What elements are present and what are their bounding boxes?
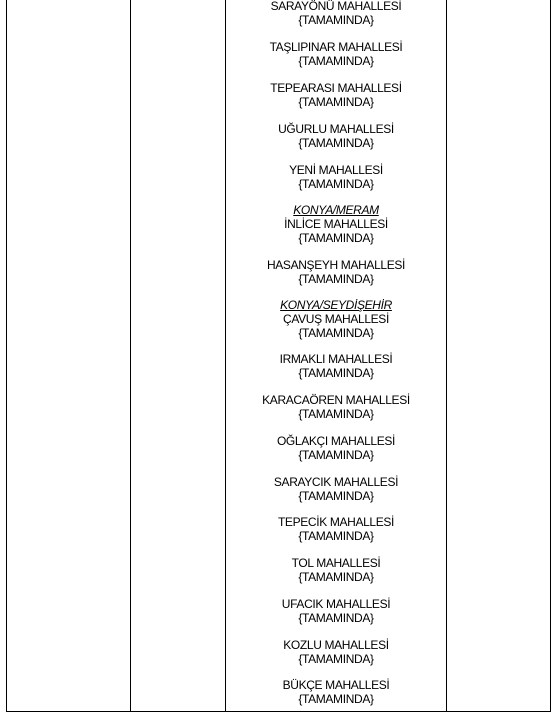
list-item bbox=[226, 515, 446, 543]
neighborhood-name: İNLİCE MAHALLESİ bbox=[284, 217, 388, 231]
neighborhood-name: SARAYÖNÜ MAHALLESİ bbox=[270, 0, 402, 13]
list-item bbox=[226, 40, 446, 68]
neighborhood-name: SARAYCIK MAHALLESİ bbox=[273, 475, 399, 489]
neighborhood-name: UFACIK MAHALLESİ bbox=[281, 597, 391, 611]
scope-note: {TAMAMINDA} bbox=[298, 611, 374, 625]
scope-note: {TAMAMINDA} bbox=[298, 366, 374, 380]
neighborhood-name: OĞLAKÇI MAHALLESİ bbox=[276, 434, 396, 448]
list-item bbox=[226, 0, 446, 27]
neighborhood-name: ÇAVUŞ MAHALLESİ bbox=[283, 312, 389, 326]
scope-note: {TAMAMINDA} bbox=[298, 407, 374, 421]
scope-note: {TAMAMINDA} bbox=[298, 177, 374, 191]
list-item bbox=[226, 203, 446, 245]
neighborhood-name: TOL MAHALLESİ bbox=[291, 556, 381, 570]
scope-note: {TAMAMINDA} bbox=[298, 448, 374, 462]
neighborhood-name: UĞURLU MAHALLESİ bbox=[278, 122, 394, 136]
list-item bbox=[226, 298, 446, 340]
table-border-right bbox=[550, 0, 551, 712]
neighborhood-name: HASANŞEYH MAHALLESİ bbox=[266, 258, 406, 272]
list-item bbox=[226, 475, 446, 503]
list-item bbox=[226, 597, 446, 625]
neighborhood-name: KARACAÖREN MAHALLESİ bbox=[262, 393, 410, 407]
list-item bbox=[226, 678, 446, 706]
list-item bbox=[226, 163, 446, 191]
neighborhood-name: TAŞLIPINAR MAHALLESİ bbox=[269, 40, 403, 54]
neighborhood-name: TEPECİK MAHALLESİ bbox=[277, 515, 395, 529]
scope-note: {TAMAMINDA} bbox=[298, 13, 374, 27]
neighborhood-name: KOZLU MAHALLESİ bbox=[283, 638, 389, 652]
district-heading: KONYA/MERAM bbox=[293, 203, 379, 217]
scope-note: {TAMAMINDA} bbox=[298, 489, 374, 503]
column-divider-3 bbox=[446, 0, 447, 712]
district-heading: KONYA/SEYDİŞEHİR bbox=[280, 298, 392, 312]
table-border-left bbox=[6, 0, 7, 712]
list-item bbox=[226, 393, 446, 421]
list-item bbox=[226, 434, 446, 462]
neighborhood-name: BÜKÇE MAHALLESİ bbox=[282, 678, 390, 692]
list-item bbox=[226, 258, 446, 286]
scope-note: {TAMAMINDA} bbox=[298, 231, 374, 245]
column-divider-1 bbox=[130, 0, 131, 712]
list-item bbox=[226, 81, 446, 109]
scope-note: {TAMAMINDA} bbox=[298, 136, 374, 150]
list-item bbox=[226, 638, 446, 666]
list-item bbox=[226, 352, 446, 380]
list-item bbox=[226, 556, 446, 584]
scope-note: {TAMAMINDA} bbox=[298, 54, 374, 68]
neighborhood-name: YENİ MAHALLESİ bbox=[289, 163, 383, 177]
scope-note: {TAMAMINDA} bbox=[298, 692, 374, 706]
scope-note: {TAMAMINDA} bbox=[298, 652, 374, 666]
neighborhood-name: TEPEARASI MAHALLESİ bbox=[270, 81, 402, 95]
scope-note: {TAMAMINDA} bbox=[298, 95, 374, 109]
neighborhood-name: IRMAKLI MAHALLESİ bbox=[279, 352, 393, 366]
neighborhood-column bbox=[226, 0, 446, 712]
scope-note: {TAMAMINDA} bbox=[298, 326, 374, 340]
list-item bbox=[226, 122, 446, 150]
scope-note: {TAMAMINDA} bbox=[298, 570, 374, 584]
scope-note: {TAMAMINDA} bbox=[298, 272, 374, 286]
scope-note: {TAMAMINDA} bbox=[298, 529, 374, 543]
